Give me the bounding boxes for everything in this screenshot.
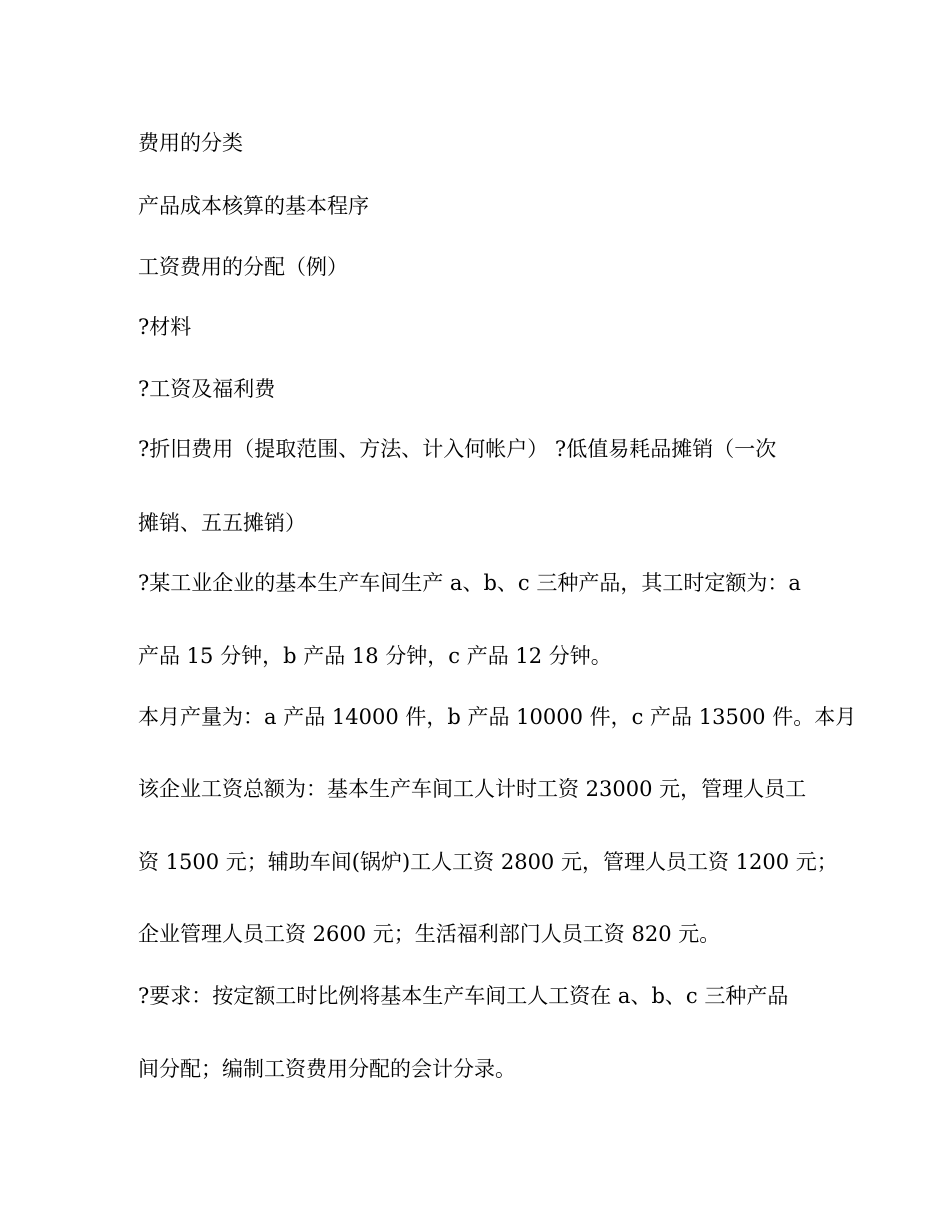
paragraph-line: 企业管理人员工资 2600 元；生活福利部门人员工资 820 元。 [138,922,721,946]
paragraph-line: ?要求：按定额工时比例将基本生产车间工人工资在 a、b、c 三种产品 [138,984,789,1008]
paragraph-line: 产品 15 分钟，b 产品 18 分钟，c 产品 12 分钟。 [138,644,612,668]
heading-costing-procedure: 产品成本核算的基本程序 [138,194,369,218]
paragraph-line: 本月产量为：a 产品 14000 件，b 产品 10000 件，c 产品 13500 件。本月 [138,705,857,729]
paragraph-line: ?某工业企业的基本生产车间生产 a、b、c 三种产品，其工时定额为：a [138,571,801,595]
heading-cost-classification: 费用的分类 [138,131,243,155]
bullet-wages-welfare: ?工资及福利费 [138,377,276,401]
paragraph-line: 摊销、五五摊销） [138,511,306,535]
paragraph-line: 该企业工资总额为：基本生产车间工人计时工资 23000 元，管理人员工 [138,777,807,801]
heading-wage-allocation-example: 工资费用的分配（例） [138,255,348,279]
bullet-depreciation: ?折旧费用（提取范围、方法、计入何帐户） ?低值易耗品摊销（一次 [138,437,777,461]
bullet-materials: ?材料 [138,315,192,339]
paragraph-line: 资 1500 元；辅助车间(锅炉)工人工资 2800 元，管理人员工资 1200 元； [138,850,838,874]
paragraph-line: 间分配；编制工资费用分配的会计分录。 [138,1057,516,1081]
